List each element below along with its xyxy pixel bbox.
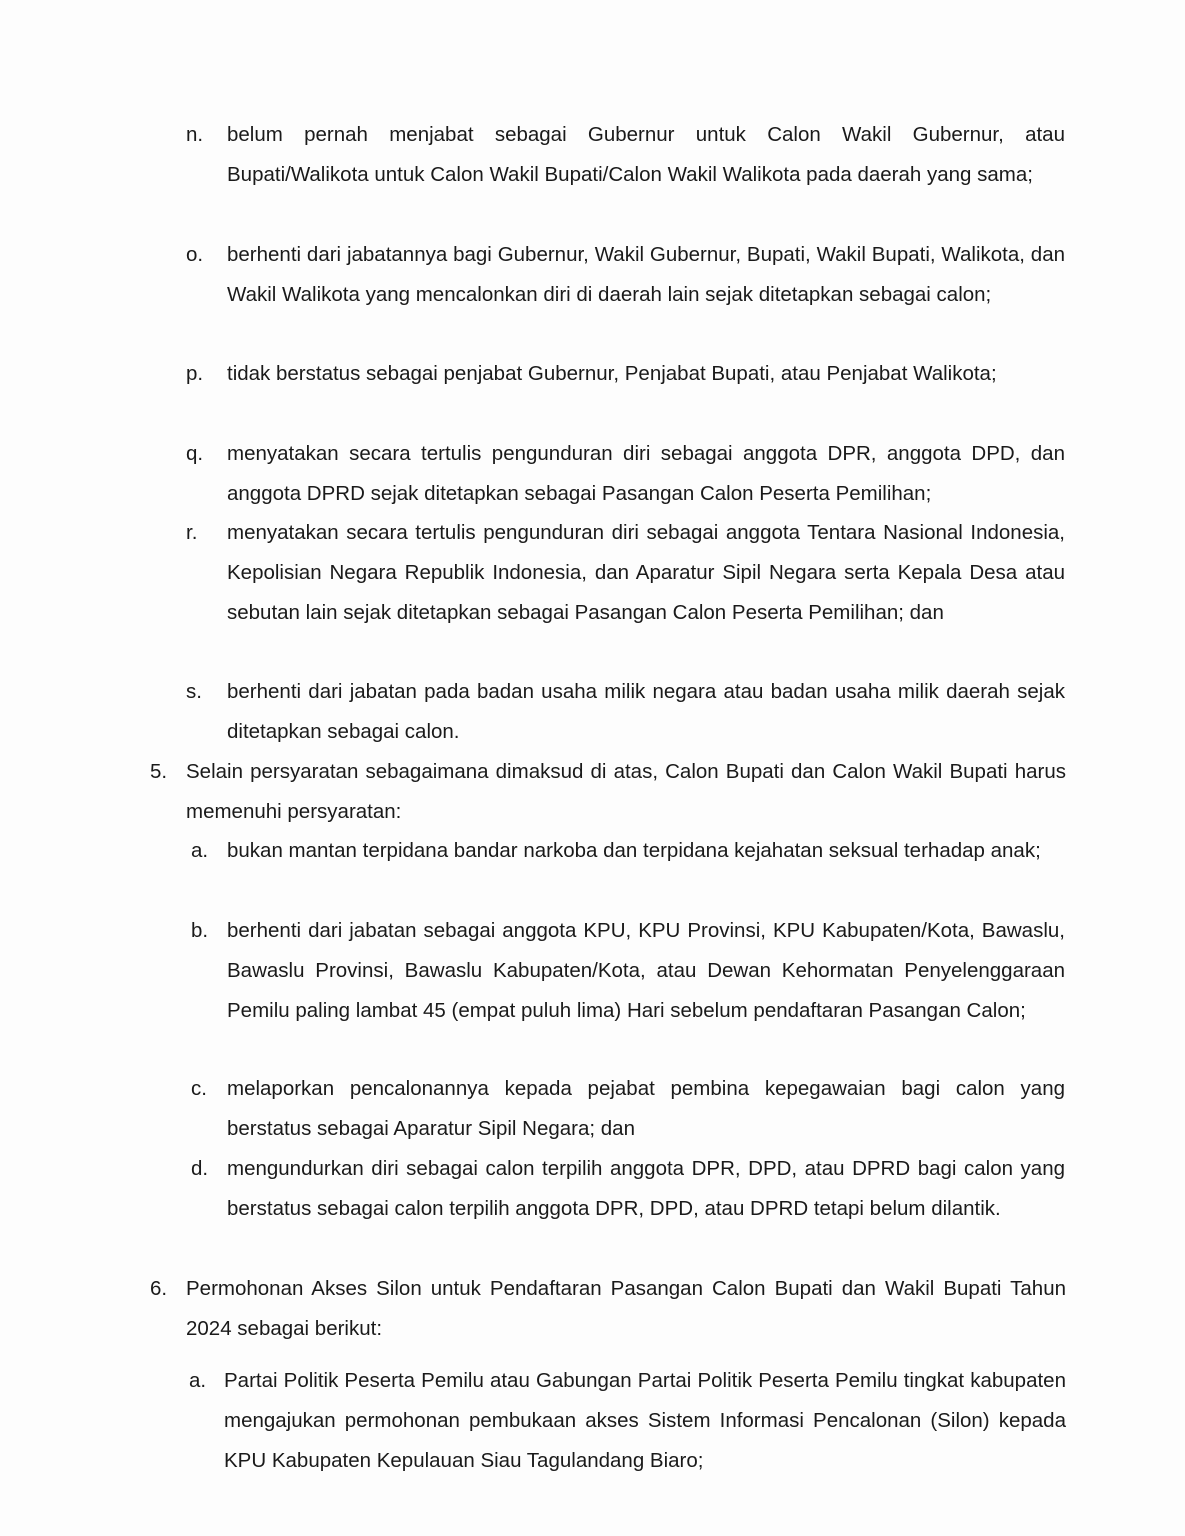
numbered-item-text: Permohonan Akses Silon untuk Pendaftaran Pasangan Calon Bupati dan Wakil Bupati Tahun 2024 sebagai berikut:: [186, 1277, 1066, 1340]
list-marker: 6.: [150, 1277, 168, 1300]
list-marker: 5.: [150, 760, 168, 783]
list-item-text: menyatakan secara tertulis pengunduran diri sebagai anggota DPR, anggota DPD, dan anggota DPRD sejak ditetapkan sebagai Pasangan Calon Peserta Pemilihan;: [227, 442, 1065, 505]
list-marker: p.: [186, 362, 204, 385]
list-marker: b.: [191, 919, 209, 942]
list-marker: a.: [189, 1369, 207, 1392]
list-marker: n.: [186, 123, 204, 146]
list-marker: a.: [191, 839, 209, 862]
list-item-text: berhenti dari jabatan sebagai anggota KPU, KPU Provinsi, KPU Kabupaten/Kota, Bawaslu, Bawaslu Provinsi, Bawaslu Kabupaten/Kota, atau Dewan Kehormatan Penyelenggaraan Pemilu paling lambat 45 (empat puluh lima) Hari sebelum pendaftaran Pasangan Calon;: [227, 919, 1065, 1022]
numbered-item-text: Selain persyaratan sebagaimana dimaksud di atas, Calon Bupati dan Calon Wakil Bupati harus memenuhi persyaratan:: [186, 760, 1066, 823]
list-marker: d.: [191, 1157, 209, 1180]
list-item-text: berhenti dari jabatannya bagi Gubernur, Wakil Gubernur, Bupati, Wakil Bupati, Walikota, dan Wakil Walikota yang mencalonkan diri di daerah lain sejak ditetapkan sebagai calon;: [227, 243, 1065, 306]
list-marker: s.: [186, 680, 202, 703]
list-marker: c.: [191, 1077, 207, 1100]
list-item-text: bukan mantan terpidana bandar narkoba dan terpidana kejahatan seksual terhadap anak;: [227, 839, 1041, 862]
list-item-text: tidak berstatus sebagai penjabat Gubernur, Penjabat Bupati, atau Penjabat Walikota;: [227, 362, 997, 385]
list-marker: o.: [186, 243, 204, 266]
list-marker: r.: [186, 521, 198, 544]
list-item-text: mengundurkan diri sebagai calon terpilih anggota DPR, DPD, atau DPRD bagi calon yang berstatus sebagai calon terpilih anggota DPR, DPD, atau DPRD tetapi belum dilantik.: [227, 1157, 1065, 1220]
list-item-text: menyatakan secara tertulis pengunduran diri sebagai anggota Tentara Nasional Indonesia, Kepolisian Negara Republik Indonesia, dan Aparatur Sipil Negara serta Kepala Desa atau sebutan lain sejak ditetapkan sebagai Pasangan Calon Peserta Pemilihan; dan: [227, 521, 1065, 624]
list-item-text: berhenti dari jabatan pada badan usaha milik negara atau badan usaha milik daerah sejak ditetapkan sebagai calon.: [227, 680, 1065, 743]
list-item-text: belum pernah menjabat sebagai Gubernur untuk Calon Wakil Gubernur, atau Bupati/Walikota untuk Calon Wakil Bupati/Calon Wakil Walikota pada daerah yang sama;: [227, 123, 1065, 186]
list-item-text: melaporkan pencalonannya kepada pejabat pembina kepegawaian bagi calon yang berstatus sebagai Aparatur Sipil Negara; dan: [227, 1077, 1065, 1140]
list-marker: q.: [186, 442, 204, 465]
list-item-text: Partai Politik Peserta Pemilu atau Gabungan Partai Politik Peserta Pemilu tingkat kabupaten mengajukan permohonan pembukaan akses Sistem Informasi Pencalonan (Silon) kepada KPU Kabupaten Kepulauan Siau Tagulandang Biaro;: [224, 1369, 1066, 1472]
